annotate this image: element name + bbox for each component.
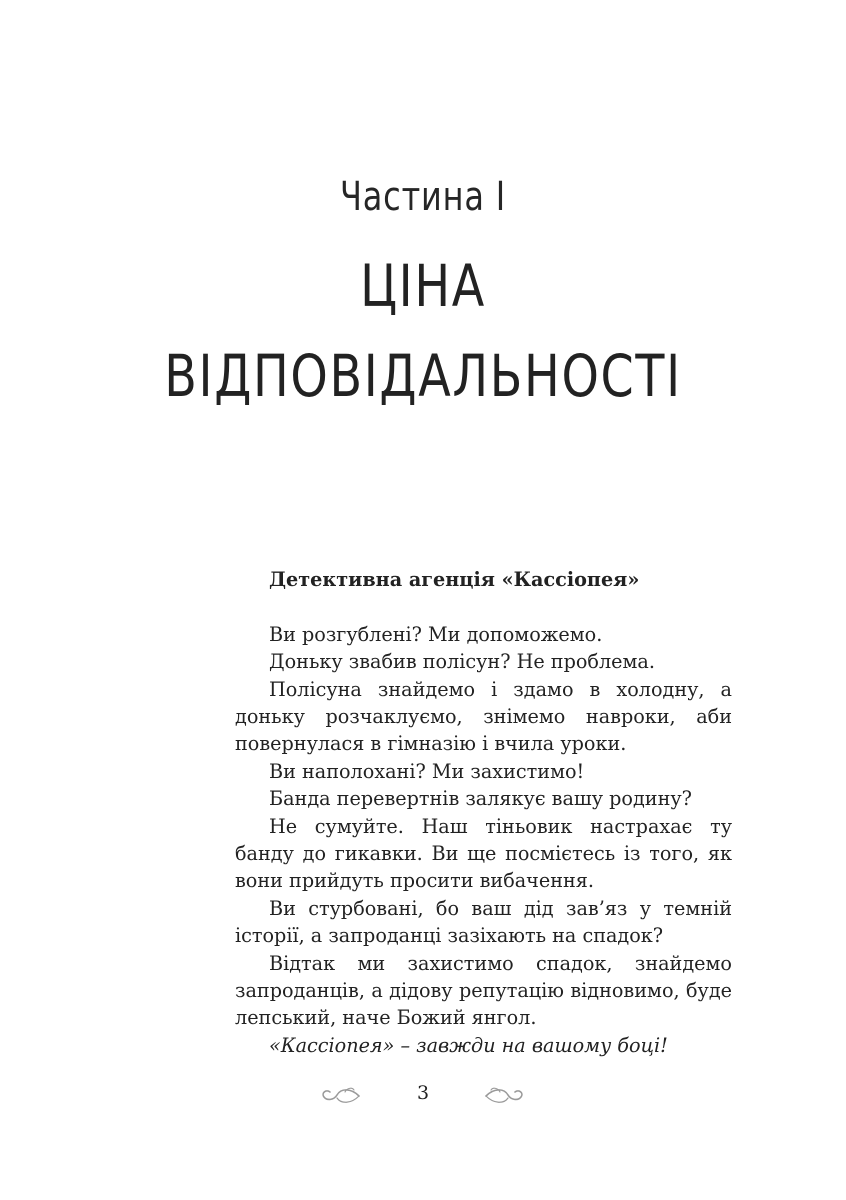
page-number: 3	[416, 1082, 430, 1104]
page-footer	[0, 1080, 846, 1112]
flourish-right-icon	[484, 1084, 526, 1108]
paragraph-3: Полісуна знайдемо і здамо в холодну, а доньку розчаклуємо, знімемо навроки, аби повернулася в гімназію і вчила уроки.	[235, 677, 732, 756]
paragraph-2: Доньку звабив полісун? Не проблема.	[269, 650, 655, 674]
paragraph-6: Не сумуйте. Наш тіньовик настрахає ту банду до гикавки. Ви ще посмієтесь із того, як вони прийдуть просити вибачення.	[235, 814, 732, 893]
body-text	[235, 566, 732, 1059]
chapter-title-line-2: ВІДПОВІДАЛЬНОСТІ	[164, 342, 682, 410]
slogan: «Кассіопея» – завжди на вашому боці!	[269, 1033, 668, 1057]
paragraph-4: Ви наполохані? Ми захистимо!	[269, 759, 585, 783]
section-heading: Детективна агенція «Кассіопея»	[269, 568, 640, 591]
paragraph-7: Ви стурбовані, бо ваш дід зав’яз у темній історії, а запроданці зазіхають на спадок?	[235, 896, 732, 948]
chapter-title-line-1: ЦІНА	[360, 252, 486, 320]
paragraph-1: Ви розгублені? Ми допоможемо.	[269, 622, 603, 646]
part-label: Частина I	[340, 174, 506, 220]
paragraph-5: Банда перевертнів залякує вашу родину?	[269, 787, 692, 811]
paragraph-8: Відтак ми захистимо спадок, знайдемо запроданців, а дідову репутацію відновимо, буде лепський, наче Божий янгол.	[235, 951, 732, 1030]
